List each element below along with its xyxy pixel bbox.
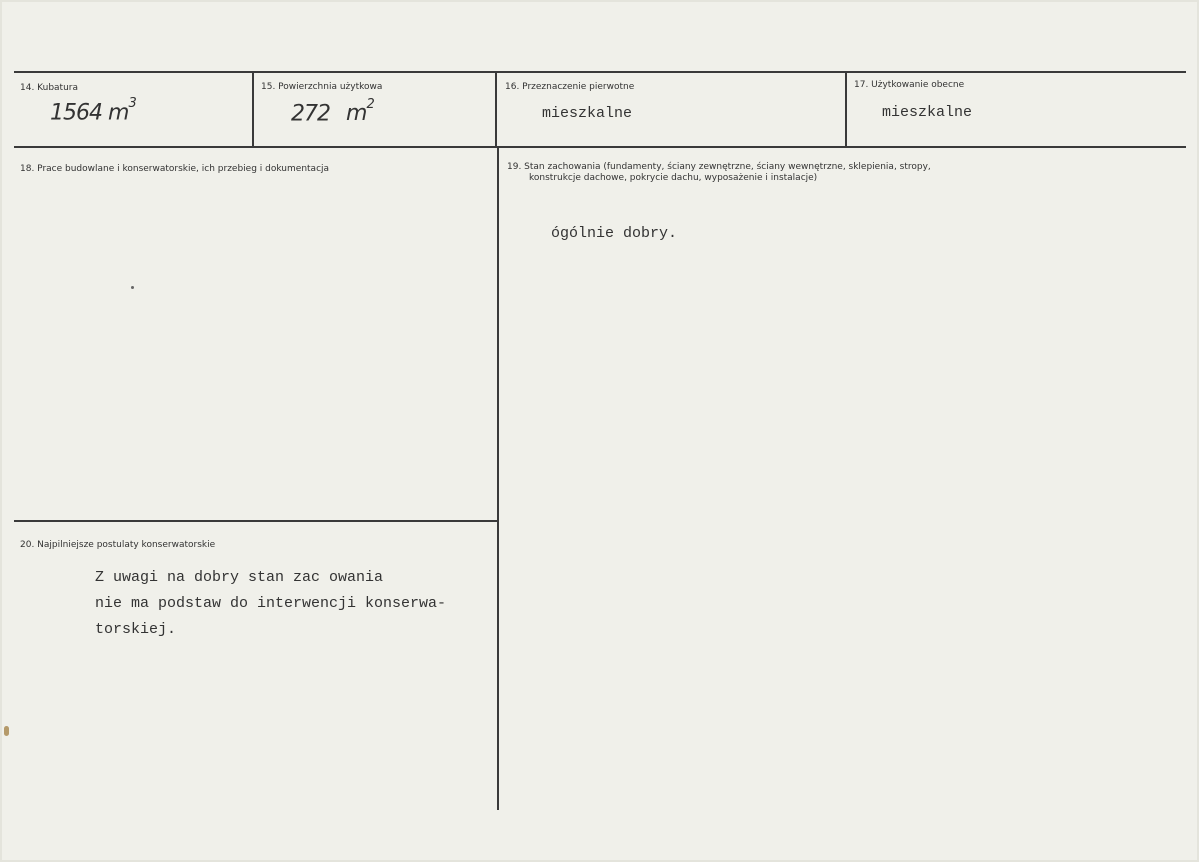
field-14-value	[50, 96, 136, 126]
field-16-value: mieszkalne	[542, 105, 633, 122]
field-20-line-3: torskiej.	[95, 621, 177, 638]
speck	[131, 286, 134, 289]
volume-exponent: 3	[128, 96, 136, 111]
field-18-label: 18. Prace budowlane i konserwatorskie, ich przebieg i dokumentacja	[20, 164, 330, 174]
field-19-label-line2: konstrukcje dachowe, pokrycie dachu, wyposażenie i instalacje)	[529, 173, 818, 183]
field-14-label: 14. Kubatura	[20, 83, 79, 93]
field-19-label-line1: 19. Stan zachowania (fundamenty, ściany zewnętrzne, ściany wewnętrzne, sklepienia, stropy,	[507, 162, 931, 172]
field-15-value	[291, 97, 374, 127]
field-20-label: 20. Najpilniejsze postulaty konserwatorskie	[20, 540, 216, 550]
field-20-line-2: nie ma podstaw do interwencji konserwa-	[95, 595, 447, 612]
section-20-rule	[14, 520, 498, 522]
volume-unit: m	[108, 100, 129, 126]
area-number: 272	[291, 101, 330, 127]
top-rule	[14, 71, 1186, 73]
divider-15-16	[495, 71, 497, 148]
area-unit: m	[346, 101, 367, 127]
divider-16-17	[845, 71, 847, 148]
area-exponent: 2	[366, 97, 374, 112]
field-17-label: 17. Użytkowanie obecne	[854, 80, 965, 90]
field-20-line-1: Z uwagi na dobry stan zac owania	[95, 569, 384, 586]
field-16-label: 16. Przeznaczenie pierwotne	[505, 82, 635, 92]
divider-14-15	[252, 71, 254, 148]
paper-stain	[4, 726, 9, 736]
field-15-label: 15. Powierzchnia użytkowa	[261, 82, 383, 92]
field-17-value: mieszkalne	[882, 104, 973, 121]
middle-rule	[14, 146, 1186, 148]
field-19-value: ógólnie dobry.	[551, 225, 678, 242]
volume-number: 1564	[50, 100, 102, 126]
divider-main	[497, 146, 499, 810]
